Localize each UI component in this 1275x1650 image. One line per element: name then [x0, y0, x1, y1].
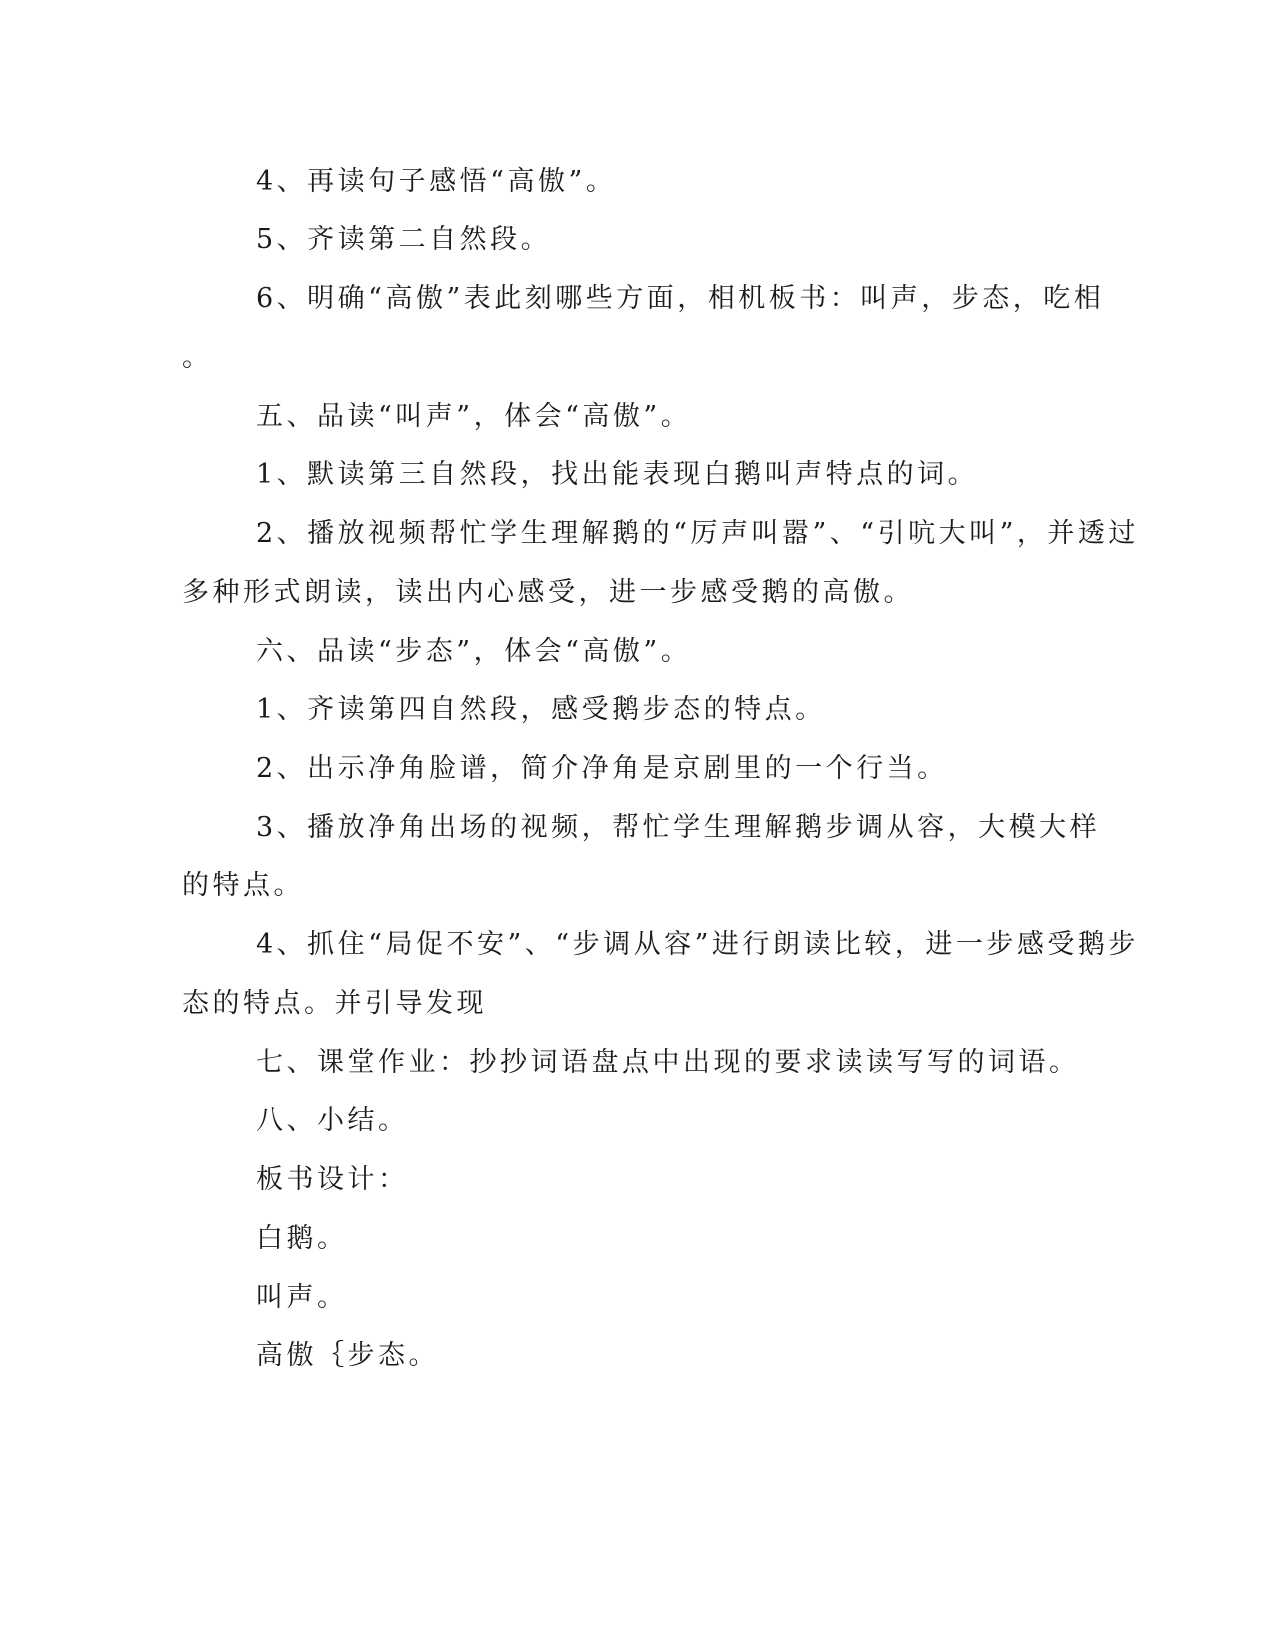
text-line: 1、齐读第四自然段，感受鹅步态的特点。: [256, 694, 826, 725]
text-line: 的特点。: [182, 870, 304, 901]
text-line: 多种形式朗读，读出内心感受，进一步感受鹅的高傲。: [182, 577, 914, 608]
section-heading: 五、品读“叫声”，体会“高傲”。: [256, 401, 692, 432]
text-line: 2、播放视频帮忙学生理解鹅的“厉声叫嚣”、“引吭大叫”，并透过: [256, 518, 1139, 549]
text-line: 2、出示净角脸谱，简介净角是京剧里的一个行当。: [256, 753, 948, 784]
board-design-label: 板书设计：: [256, 1164, 409, 1195]
text-line: 6、明确“高傲”表此刻哪些方面，相机板书：叫声，步态，吃相: [256, 283, 1105, 314]
board-item: 高傲｛步态。: [256, 1340, 439, 1371]
text-line: 3、播放净角出场的视频，帮忙学生理解鹅步调从容，大模大样: [256, 812, 1101, 843]
section-heading: 八、小结。: [256, 1105, 409, 1136]
section-heading: 六、品读“步态”，体会“高傲”。: [256, 636, 692, 667]
text-line: 4、再读句子感悟“高傲”。: [256, 166, 617, 197]
text-line: 1、默读第三自然段，找出能表现白鹅叫声特点的词。: [256, 459, 979, 490]
section-heading: 七、课堂作业：抄抄词语盘点中出现的要求读读写写的词语。: [256, 1047, 1080, 1078]
board-item: 白鹅。: [256, 1223, 348, 1254]
board-item: 叫声。: [256, 1282, 348, 1313]
text-line: 4、抓住“局促不安”、“步调从容”进行朗读比较，进一步感受鹅步: [256, 929, 1139, 960]
text-line: 。: [182, 342, 213, 373]
text-line: 态的特点。并引导发现: [182, 988, 487, 1019]
text-line: 5、齐读第二自然段。: [256, 224, 552, 255]
